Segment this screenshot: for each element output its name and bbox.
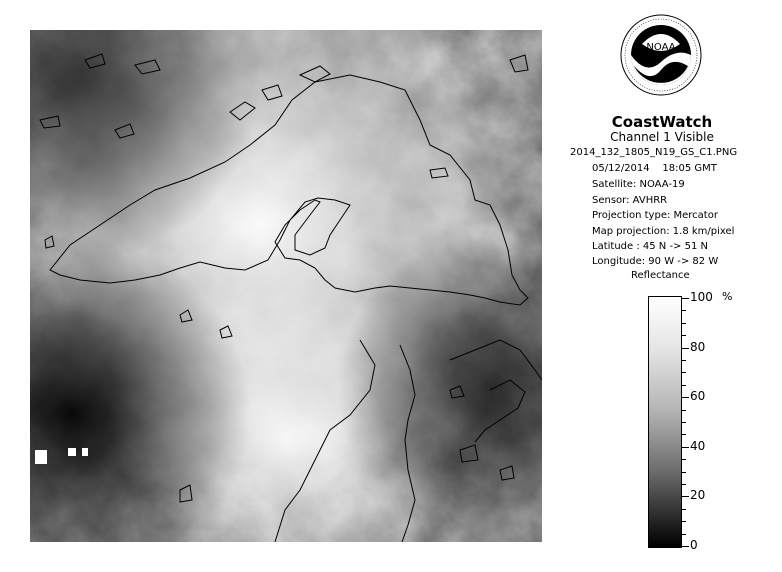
colorbar-tick	[682, 397, 689, 398]
colorbar-tick	[682, 509, 686, 510]
projection-type-label: Projection type: Mercator	[592, 210, 718, 221]
colorbar-tick	[682, 534, 686, 535]
satellite-image	[30, 30, 542, 542]
colorbar-title: Reflectance	[631, 270, 690, 281]
reflectance-colorbar	[648, 296, 682, 548]
file-name: 2014_132_1805_N19_GS_C1.PNG	[570, 147, 738, 158]
channel-label: Channel 1 Visible	[610, 130, 714, 144]
sensor-label: Sensor: AVHRR	[592, 195, 668, 206]
colorbar-tick-label: 60	[690, 389, 706, 403]
noaa-logo	[620, 14, 702, 96]
colorbar-tick-label: 80	[690, 340, 706, 354]
colorbar-tick	[682, 323, 686, 324]
colorbar-tick	[682, 348, 689, 349]
colorbar-tick	[682, 521, 686, 522]
colorbar-unit: %	[722, 290, 733, 303]
colorbar-tick	[682, 484, 686, 485]
colorbar-tick-label: 20	[690, 488, 706, 502]
acquisition-date	[592, 163, 717, 174]
colorbar-tick	[682, 459, 686, 460]
colorbar-tick	[682, 298, 689, 299]
colorbar-tick	[682, 546, 689, 547]
colorbar-tick-label: 40	[690, 439, 706, 453]
map-projection-label: Map projection: 1.8 km/pixel	[592, 226, 735, 237]
colorbar-tick	[682, 385, 686, 386]
colorbar-tick	[682, 360, 686, 361]
brand-title: CoastWatch	[611, 113, 713, 131]
time-value: 18:05 GMT	[662, 163, 717, 174]
date-value: 05/12/2014	[592, 163, 650, 174]
colorbar-tick	[682, 335, 686, 336]
colorbar-tick-label: 0	[690, 538, 698, 552]
latitude-label: Latitude : 45 N -> 51 N	[592, 241, 708, 252]
colorbar-tick	[682, 447, 689, 448]
colorbar-tick	[682, 496, 689, 497]
colorbar-tick	[682, 310, 686, 311]
longitude-label: Longitude: 90 W -> 82 W	[592, 256, 719, 267]
colorbar-tick	[682, 372, 686, 373]
colorbar-tick	[682, 472, 686, 473]
satellite-label: Satellite: NOAA-19	[592, 179, 685, 190]
noaa-logo-text: NOAA	[646, 42, 676, 53]
colorbar-tick	[682, 434, 686, 435]
colorbar-tick-label: 100	[690, 290, 713, 304]
colorbar-tick	[682, 410, 686, 411]
colorbar-tick	[682, 422, 686, 423]
